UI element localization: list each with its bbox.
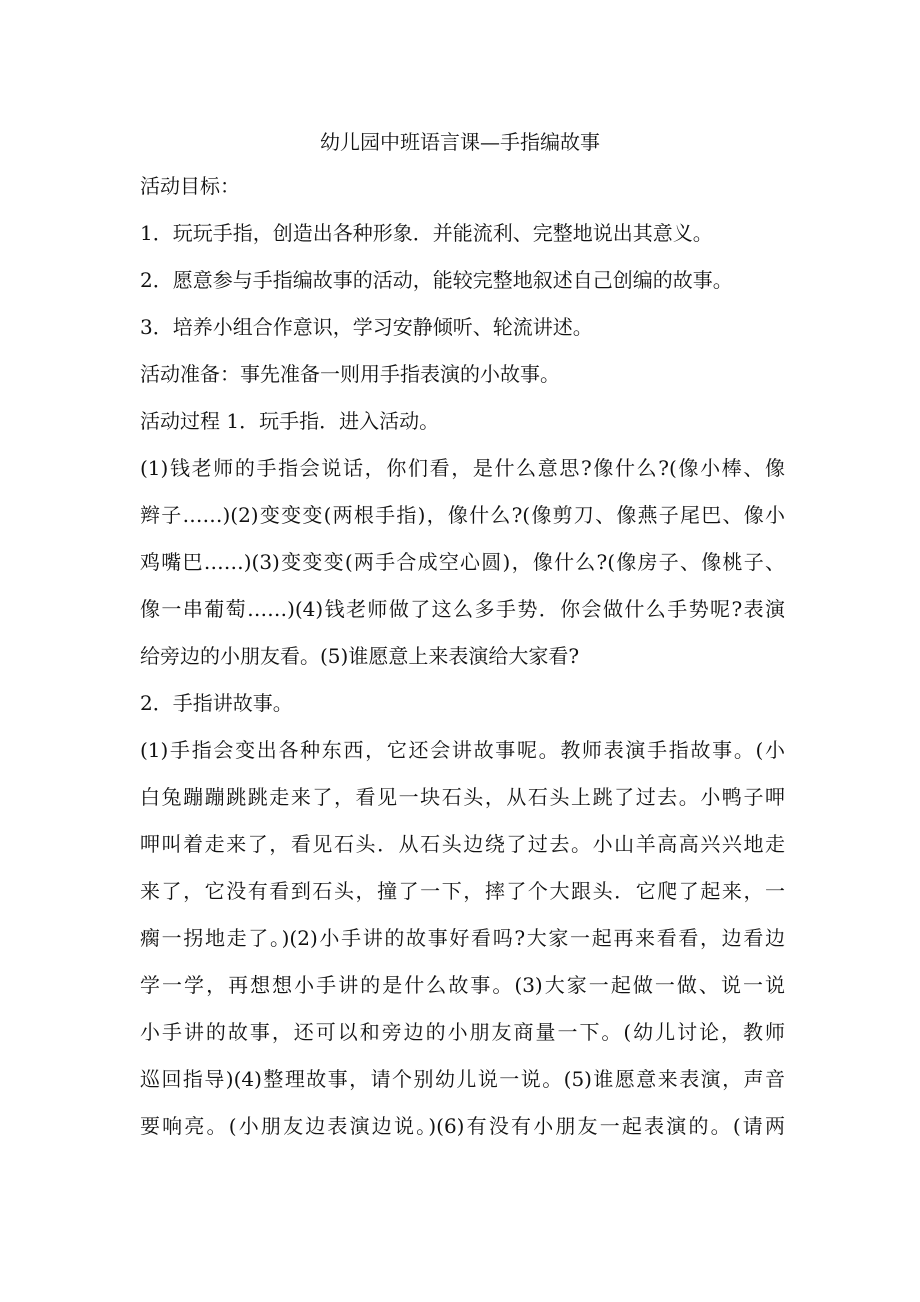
- paragraph-line: 学一学，再想想小手讲的是什么故事。(3)大家一起做一做、说一说: [140, 973, 785, 997]
- paragraph-line: 白兔蹦蹦跳跳走来了，看见一块石头，从石头上跳了过去。小鸭子呷: [140, 785, 785, 809]
- section-heading-preparation: 活动准备：事先准备一则用手指表演的小故事。: [140, 362, 560, 386]
- paragraph-line: 1．玩玩手指，创造出各种形象．并能流利、完整地说出其意义。: [140, 221, 713, 245]
- document-title: 幼儿园中班语言课—手指编故事: [320, 130, 600, 154]
- paragraph-line: 巡回指导)(4)整理故事，请个别幼儿说一说。(5)谁愿意来表演，声音: [140, 1067, 785, 1091]
- paragraph-line: (1)钱老师的手指会说话，你们看，是什么意思?像什么?(像小棒、像: [140, 456, 785, 480]
- paragraph-line: (1)手指会变出各种东西，它还会讲故事呢。教师表演手指故事。(小: [140, 738, 785, 762]
- paragraph-line: 来了，它没有看到石头，撞了一下，摔了个大跟头．它爬了起来，一: [140, 879, 785, 903]
- paragraph-line: 小手讲的故事，还可以和旁边的小朋友商量一下。(幼儿讨论，教师: [140, 1020, 785, 1044]
- paragraph-line: 给旁边的小朋友看。(5)谁愿意上来表演给大家看?: [140, 644, 580, 668]
- paragraph-line: 要响亮。(小朋友边表演边说。)(6)有没有小朋友一起表演的。(请两: [140, 1114, 785, 1138]
- section-heading-finger-story: 2．手指讲故事。: [140, 691, 293, 715]
- paragraph-line: 3．培养小组合作意识，学习安静倾听、轮流讲述。: [140, 315, 593, 339]
- paragraph-line: 辫子……)(2)变变变(两根手指)，像什么?(像剪刀、像燕子尾巴、像小: [140, 503, 785, 527]
- paragraph-line: 鸡嘴巴……)(3)变变变(两手合成空心圆)，像什么?(像房子、像桃子、: [140, 550, 785, 574]
- section-heading-goals: 活动目标：: [140, 174, 240, 198]
- section-heading-process: 活动过程 1．玩手指．进入活动。: [140, 409, 440, 433]
- paragraph-line: 2．愿意参与手指编故事的活动，能较完整地叙述自己创编的故事。: [140, 268, 733, 292]
- paragraph-line: 呷叫着走来了，看见石头．从石头边绕了过去。小山羊高高兴兴地走: [140, 832, 785, 856]
- paragraph-line: 像一串葡萄……)(4)钱老师做了这么多手势．你会做什么手势呢?表演: [140, 597, 785, 621]
- paragraph-line: 瘸一拐地走了。)(2)小手讲的故事好看吗?大家一起再来看看，边看边: [140, 926, 785, 950]
